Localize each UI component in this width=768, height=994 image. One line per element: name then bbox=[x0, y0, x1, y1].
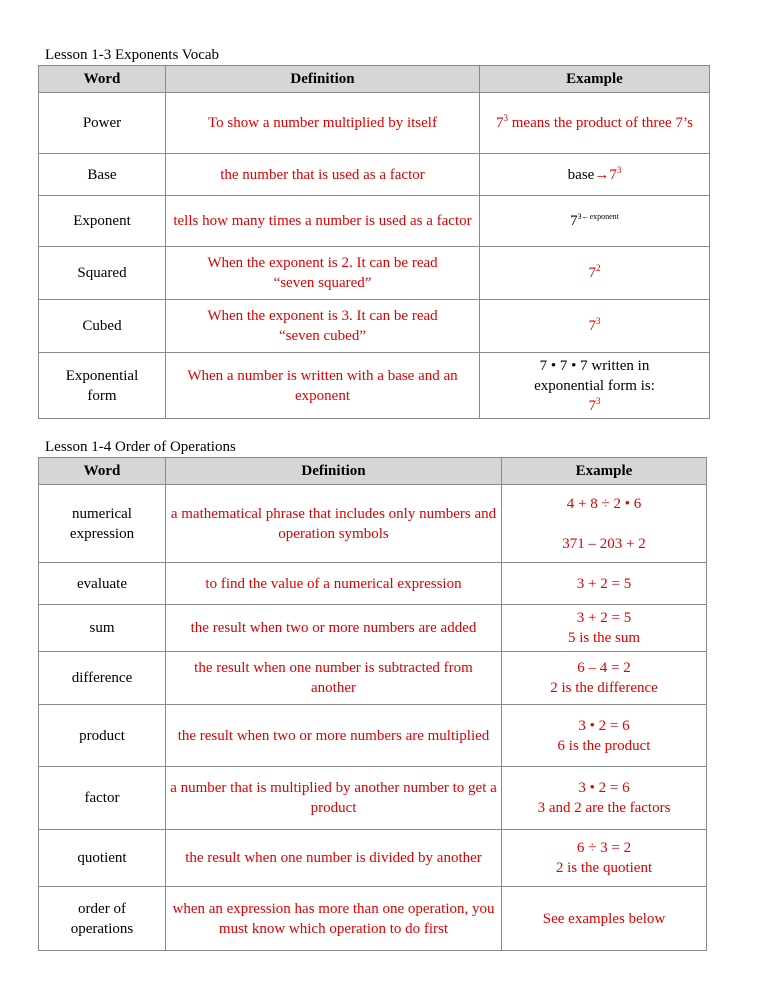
example-cell: 3 • 2 = 6 6 is the product bbox=[502, 705, 707, 767]
example-cell: See examples below bbox=[502, 887, 707, 951]
word-cell: difference bbox=[39, 652, 166, 705]
definition-cell: the number that is used as a factor bbox=[166, 154, 480, 196]
table-row bbox=[39, 767, 707, 830]
header-word: Word bbox=[39, 66, 166, 93]
table-header-row bbox=[39, 458, 707, 485]
header-definition: Definition bbox=[166, 458, 502, 485]
table-row bbox=[39, 196, 710, 247]
table-row bbox=[39, 563, 707, 605]
example-cell: $7^{3\leftarrow exponent}$ bbox=[480, 196, 710, 247]
definition-cell: the result when one number is subtracted from another bbox=[166, 652, 502, 705]
table-row bbox=[39, 93, 710, 154]
header-example: Example bbox=[480, 66, 710, 93]
example-cell: 7 • 7 • 7 written in exponential form is: $7^3$ bbox=[480, 353, 710, 419]
word-cell: Squared bbox=[39, 247, 166, 300]
example-cell: 3 • 2 = 6 3 and 2 are the factors bbox=[502, 767, 707, 830]
table-row bbox=[39, 652, 707, 705]
example-cell: $7^3$ bbox=[480, 300, 710, 353]
table-row bbox=[39, 887, 707, 951]
word-cell: factor bbox=[39, 767, 166, 830]
table-row bbox=[39, 247, 710, 300]
table-row bbox=[39, 353, 710, 419]
example-cell: 3 + 2 = 5 bbox=[502, 563, 707, 605]
exponents-vocab-table bbox=[38, 65, 710, 419]
word-cell: evaluate bbox=[39, 563, 166, 605]
table-row bbox=[39, 605, 707, 652]
table-row bbox=[39, 154, 710, 196]
definition-cell: When the exponent is 2. It can be read “seven squared” bbox=[166, 247, 480, 300]
example-cell: 4 + 8 ÷ 2 • 6 371 – 203 + 2 bbox=[502, 485, 707, 563]
definition-cell: the result when two or more numbers are multiplied bbox=[166, 705, 502, 767]
definition-cell: to find the value of a numerical expression bbox=[166, 563, 502, 605]
word-cell: Base bbox=[39, 154, 166, 196]
table-row bbox=[39, 705, 707, 767]
word-cell: Power bbox=[39, 93, 166, 154]
definition-cell: the result when two or more numbers are added bbox=[166, 605, 502, 652]
example-cell: 6 ÷ 3 = 2 2 is the quotient bbox=[502, 830, 707, 887]
lesson-1-3-title: Lesson 1-3 Exponents Vocab bbox=[45, 47, 220, 63]
definition-cell: a number that is multiplied by another number to get a product bbox=[166, 767, 502, 830]
definition-cell: when an expression has more than one operation, you must know which operation to do first bbox=[166, 887, 502, 951]
example-cell: $7^3$ means the product of three 7’s bbox=[480, 93, 710, 154]
table-row bbox=[39, 300, 710, 353]
word-cell: quotient bbox=[39, 830, 166, 887]
header-word: Word bbox=[39, 458, 166, 485]
word-cell: Exponential form bbox=[39, 353, 166, 419]
word-cell: product bbox=[39, 705, 166, 767]
definition-cell: tells how many times a number is used as a factor bbox=[166, 196, 480, 247]
example-cell: 6 – 4 = 2 2 is the difference bbox=[502, 652, 707, 705]
definition-cell: the result when one number is divided by another bbox=[166, 830, 502, 887]
definition-cell: a mathematical phrase that includes only numbers and operation symbols bbox=[166, 485, 502, 563]
header-definition: Definition bbox=[166, 66, 480, 93]
definition-cell: When a number is written with a base and an exponent bbox=[166, 353, 480, 419]
example-cell: 3 + 2 = 5 5 is the sum bbox=[502, 605, 707, 652]
example-cell: $base\to 7^3$ bbox=[480, 154, 710, 196]
definition-cell: When the exponent is 3. It can be read “seven cubed” bbox=[166, 300, 480, 353]
lesson-1-4-title: Lesson 1-4 Order of Operations bbox=[45, 439, 236, 455]
table-row bbox=[39, 485, 707, 563]
word-cell: Cubed bbox=[39, 300, 166, 353]
word-cell: order of operations bbox=[39, 887, 166, 951]
word-cell: sum bbox=[39, 605, 166, 652]
example-cell: $7^2$ bbox=[480, 247, 710, 300]
table-row bbox=[39, 830, 707, 887]
word-cell: numerical expression bbox=[39, 485, 166, 563]
order-of-operations-table bbox=[38, 457, 707, 951]
table-header-row bbox=[39, 66, 710, 93]
word-cell: Exponent bbox=[39, 196, 166, 247]
definition-cell: To show a number multiplied by itself bbox=[166, 93, 480, 154]
header-example: Example bbox=[502, 458, 707, 485]
